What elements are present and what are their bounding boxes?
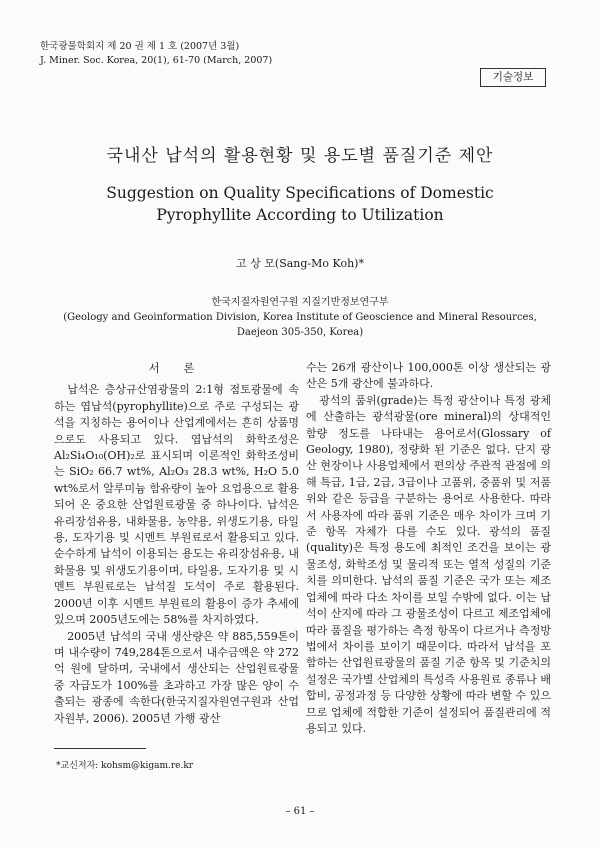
journal-english: J. Miner. Soc. Korea, 20(1), 61-70 (March, 2007): [40, 55, 273, 66]
paragraph: 납석은 층상규산염광물의 2:1형 점토광물에 속하는 엽납석(pyrophyllite)으로 주로 구성되는 광석을 지칭하는 용어이나 산업계에서는 흔히 상품명으로도 사용되고 있다. 엽납석의 화학조성은 Al₂Si₄O₁₀(OH)₂로 표시되며 이론적인 화학조성비는 SiO₂ 66.7 wt%, Al₂O₃ 28.3 wt%, H₂O 5.0 wt%로서 알루미늄 함유량이 높아 요업용으로 활용되어 온 중요한 산업원료광물 중 하나이다. 납석은 유리장섬유용, 내화물용, 농약용, 위생도기용, 타일용, 도자기용 및 시멘트 부원료로서 활용되고 있다. 순수하게 납석이 이용되는 용도는 유리장섬유용, 내화물용 및 위생도기용이며, 타일용, 도자기용 및 시멘트 부원료로는 납석질 도석이 주로 활용된다. 2000년 이후 시멘트 부원료의 활용이 증가 추세에 있으며 2005년도에는 58%를 차지하였다.: [54, 383, 299, 627]
affiliation: [50, 295, 550, 340]
paragraph: 2005년 납석의 국내 생산량은 약 885,559톤이며 내수량이 749,284톤으로서 내수금액은 약 272억 원에 달하며, 국내에서 생산되는 산업원료광물 중 자급도가 100%를 초과하고 가장 많은 양이 수출되는 광종에 속한다(한국지질자원연구원과 산업자원부, 2006). 2005년 가행 광산: [54, 629, 299, 725]
affiliation-english: (Geology and Geoinformation Division, Korea Institute of Geoscience and Mineral Resources, Daejeon 305-350, Korea): [63, 312, 537, 338]
footnote: *교신저자: kohsm@kigam.re.kr: [56, 761, 194, 771]
affiliation-korean: 한국지질자원연구원 지질기반정보연구부: [211, 297, 389, 308]
footnote-divider: [54, 748, 146, 749]
journal-info: [40, 40, 272, 68]
paragraph: 광석의 품위(grade)는 특정 광산이나 특정 광체에 산출하는 광석광물(ore mineral)의 상대적인 함량 정도를 나타내는 용어로서(Glossary of Geology, 1980), 정량화 된 기준은 없다. 단지 광산 현장이나 사용업체에서 편의상 주관적 관점에 의해 특급, 1급, 2급, 3급이나 고품위, 중품위 및 저품위와 같은 등급을 구분하는 용어로 사용한다. 따라서 사용자에 따라 품위 기준은 매우 차이가 크며 기준 항목 자체가 다를 수도 있다. 광석의 품질(quality)은 특정 용도에 최적인 조건을 보이는 광물조성, 화학조성 및 물리적 또는 열적 성질의 기준치를 의미한다. 납석의 품질 기준은 국가 또는 제조업체에 따라 다소 차이를 보일 수밖에 없다. 이는 납석이 산지에 따라 그 광물조성이 다르고 제조업체에 따라 품질을 평가하는 측정 항목이 다르거나 측정방법에서 차이를 보이기 때문이다. 따라서 납석을 포함하는 산업원료광물의 품질 기준 항목 및 기준치의 설정은 국가별 산업체의 특성즉 사용원료 종류나 배합비, 공정과정 등 다양한 상황에 따라 변할 수 있으므로 업체에 적합한 기준이 설정되어 품질관리에 적용되고 있다.: [306, 393, 551, 735]
journal-korean: 한국광물학회지 제 20 권 제 1 호 (2007년 3월): [40, 41, 240, 52]
title-korean: 국내산 납석의 활용현황 및 용도별 품질기준 제안: [106, 146, 494, 166]
category-badge: 기술정보: [480, 68, 546, 87]
left-column: [54, 360, 299, 727]
author: 고 상 모(Sang-Mo Koh)*: [236, 257, 364, 270]
title-english: Suggestion on Quality Specifications of Domestic Pyrophyllite According to Utilization: [106, 184, 494, 224]
right-column: [306, 360, 551, 737]
paragraph: 수는 26개 광산이나 100,000톤 이상 생산되는 광산은 5개 광산에 불과하다.: [306, 361, 551, 391]
page-number: – 61 –: [285, 806, 315, 817]
section-heading: 서 론: [148, 361, 205, 375]
